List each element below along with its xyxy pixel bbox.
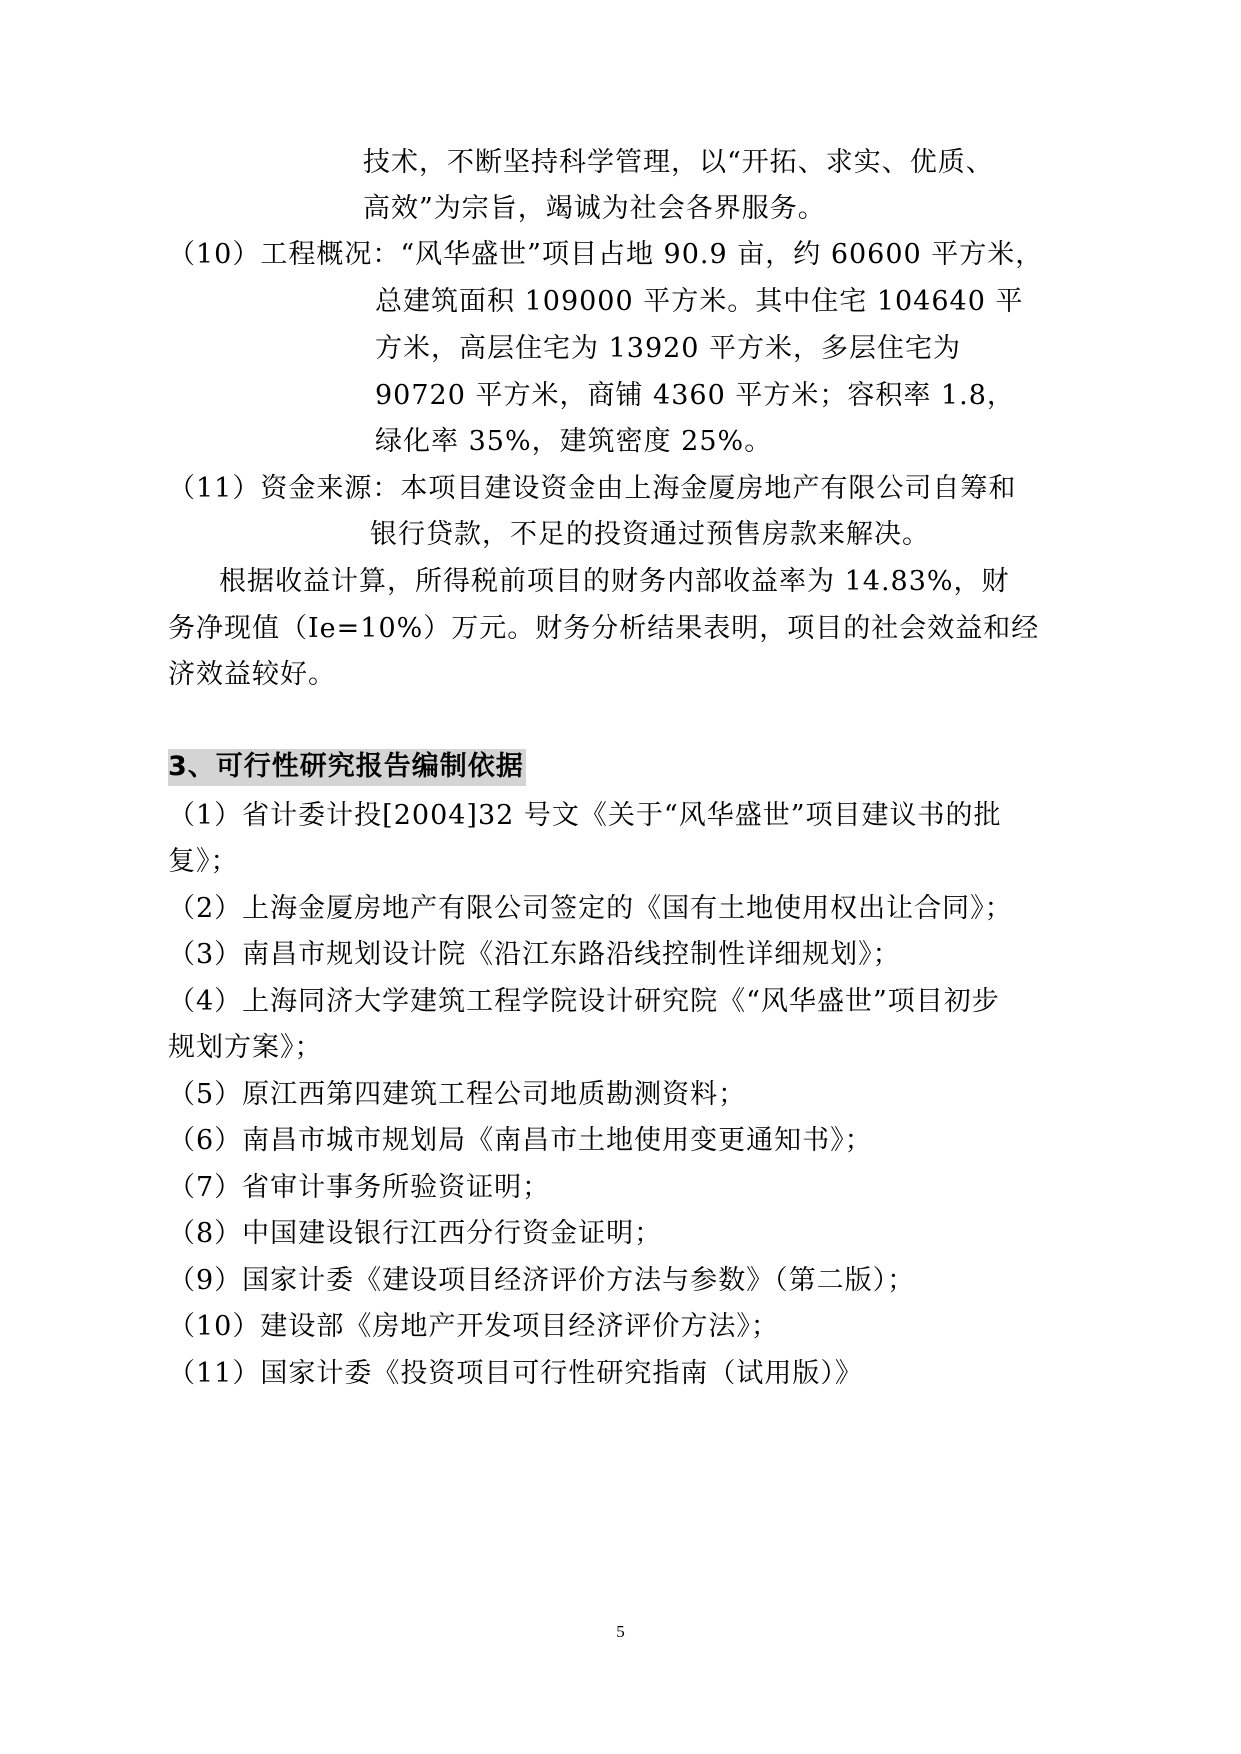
item-10-line-3: 方米，高层住宅为 13920 平方米，多层住宅为 <box>375 333 962 364</box>
basis-line: （10）建设部《房地产开发项目经济评价方法》； <box>168 1311 779 1342</box>
basis-line: （3）南昌市规划设计院《沿江东路沿线控制性详细规划》； <box>168 939 901 970</box>
basis-line: （7）省审计事务所验资证明； <box>168 1172 551 1203</box>
item-10-lead: （10）工程概况：“风华盛世”项目占地 90.9 亩，约 60600 平方米， <box>168 239 1044 270</box>
basis-line: （11）国家计委《投资项目可行性研究指南（试用版）》 <box>168 1358 863 1389</box>
basis-line: （9）国家计委《建设项目经济评价方法与参数》（第二版）； <box>168 1265 916 1296</box>
basis-line: （1）省计委计投[2004]32 号文《关于“风华盛世”项目建议书的批 <box>168 800 1002 831</box>
item-11-lead: （11）资金来源：本项目建设资金由上海金厦房地产有限公司自筹和 <box>168 473 1017 504</box>
continuation-line-1: 技术，不断坚持科学管理，以“开拓、求实、优质、 <box>363 147 994 178</box>
summary-line-1: 根据收益计算，所得税前项目的财务内部收益率为 14.83%，财 <box>219 566 1010 597</box>
item-11-line-2: 银行贷款，不足的投资通过预售房款来解决。 <box>370 519 930 550</box>
item-10-line-4: 90720 平方米，商铺 4360 平方米；容积率 1.8， <box>375 380 1015 411</box>
basis-line: （2）上海金厦房地产有限公司签定的《国有土地使用权出让合同》； <box>168 893 1013 924</box>
item-10-line-5: 绿化率 35%，建筑密度 25%。 <box>375 426 773 457</box>
section-3-heading-text: 3、可行性研究报告编制依据 <box>168 749 526 786</box>
summary-line-3: 济效益较好。 <box>168 659 336 690</box>
summary-line-2: 务净现值（Ie=10%）万元。财务分析结果表明，项目的社会效益和经 <box>168 613 1040 644</box>
basis-line: （6）南昌市城市规划局《南昌市土地使用变更通知书》； <box>168 1125 873 1156</box>
continuation-line-2: 高效”为宗旨，竭诚为社会各界服务。 <box>363 193 826 224</box>
section-3-heading <box>168 747 526 787</box>
item-10-line-2: 总建筑面积 109000 平方米。其中住宅 104640 平 <box>375 286 1024 317</box>
page-number: 5 <box>616 1622 625 1641</box>
basis-line: 复》； <box>168 846 239 877</box>
basis-line: （4）上海同济大学建筑工程学院设计研究院《“风华盛世”项目初步 <box>168 986 1000 1017</box>
basis-line: 规划方案》； <box>168 1032 323 1063</box>
basis-line: （5）原江西第四建筑工程公司地质勘测资料； <box>168 1079 747 1110</box>
basis-line: （8）中国建设银行江西分行资金证明； <box>168 1218 663 1249</box>
